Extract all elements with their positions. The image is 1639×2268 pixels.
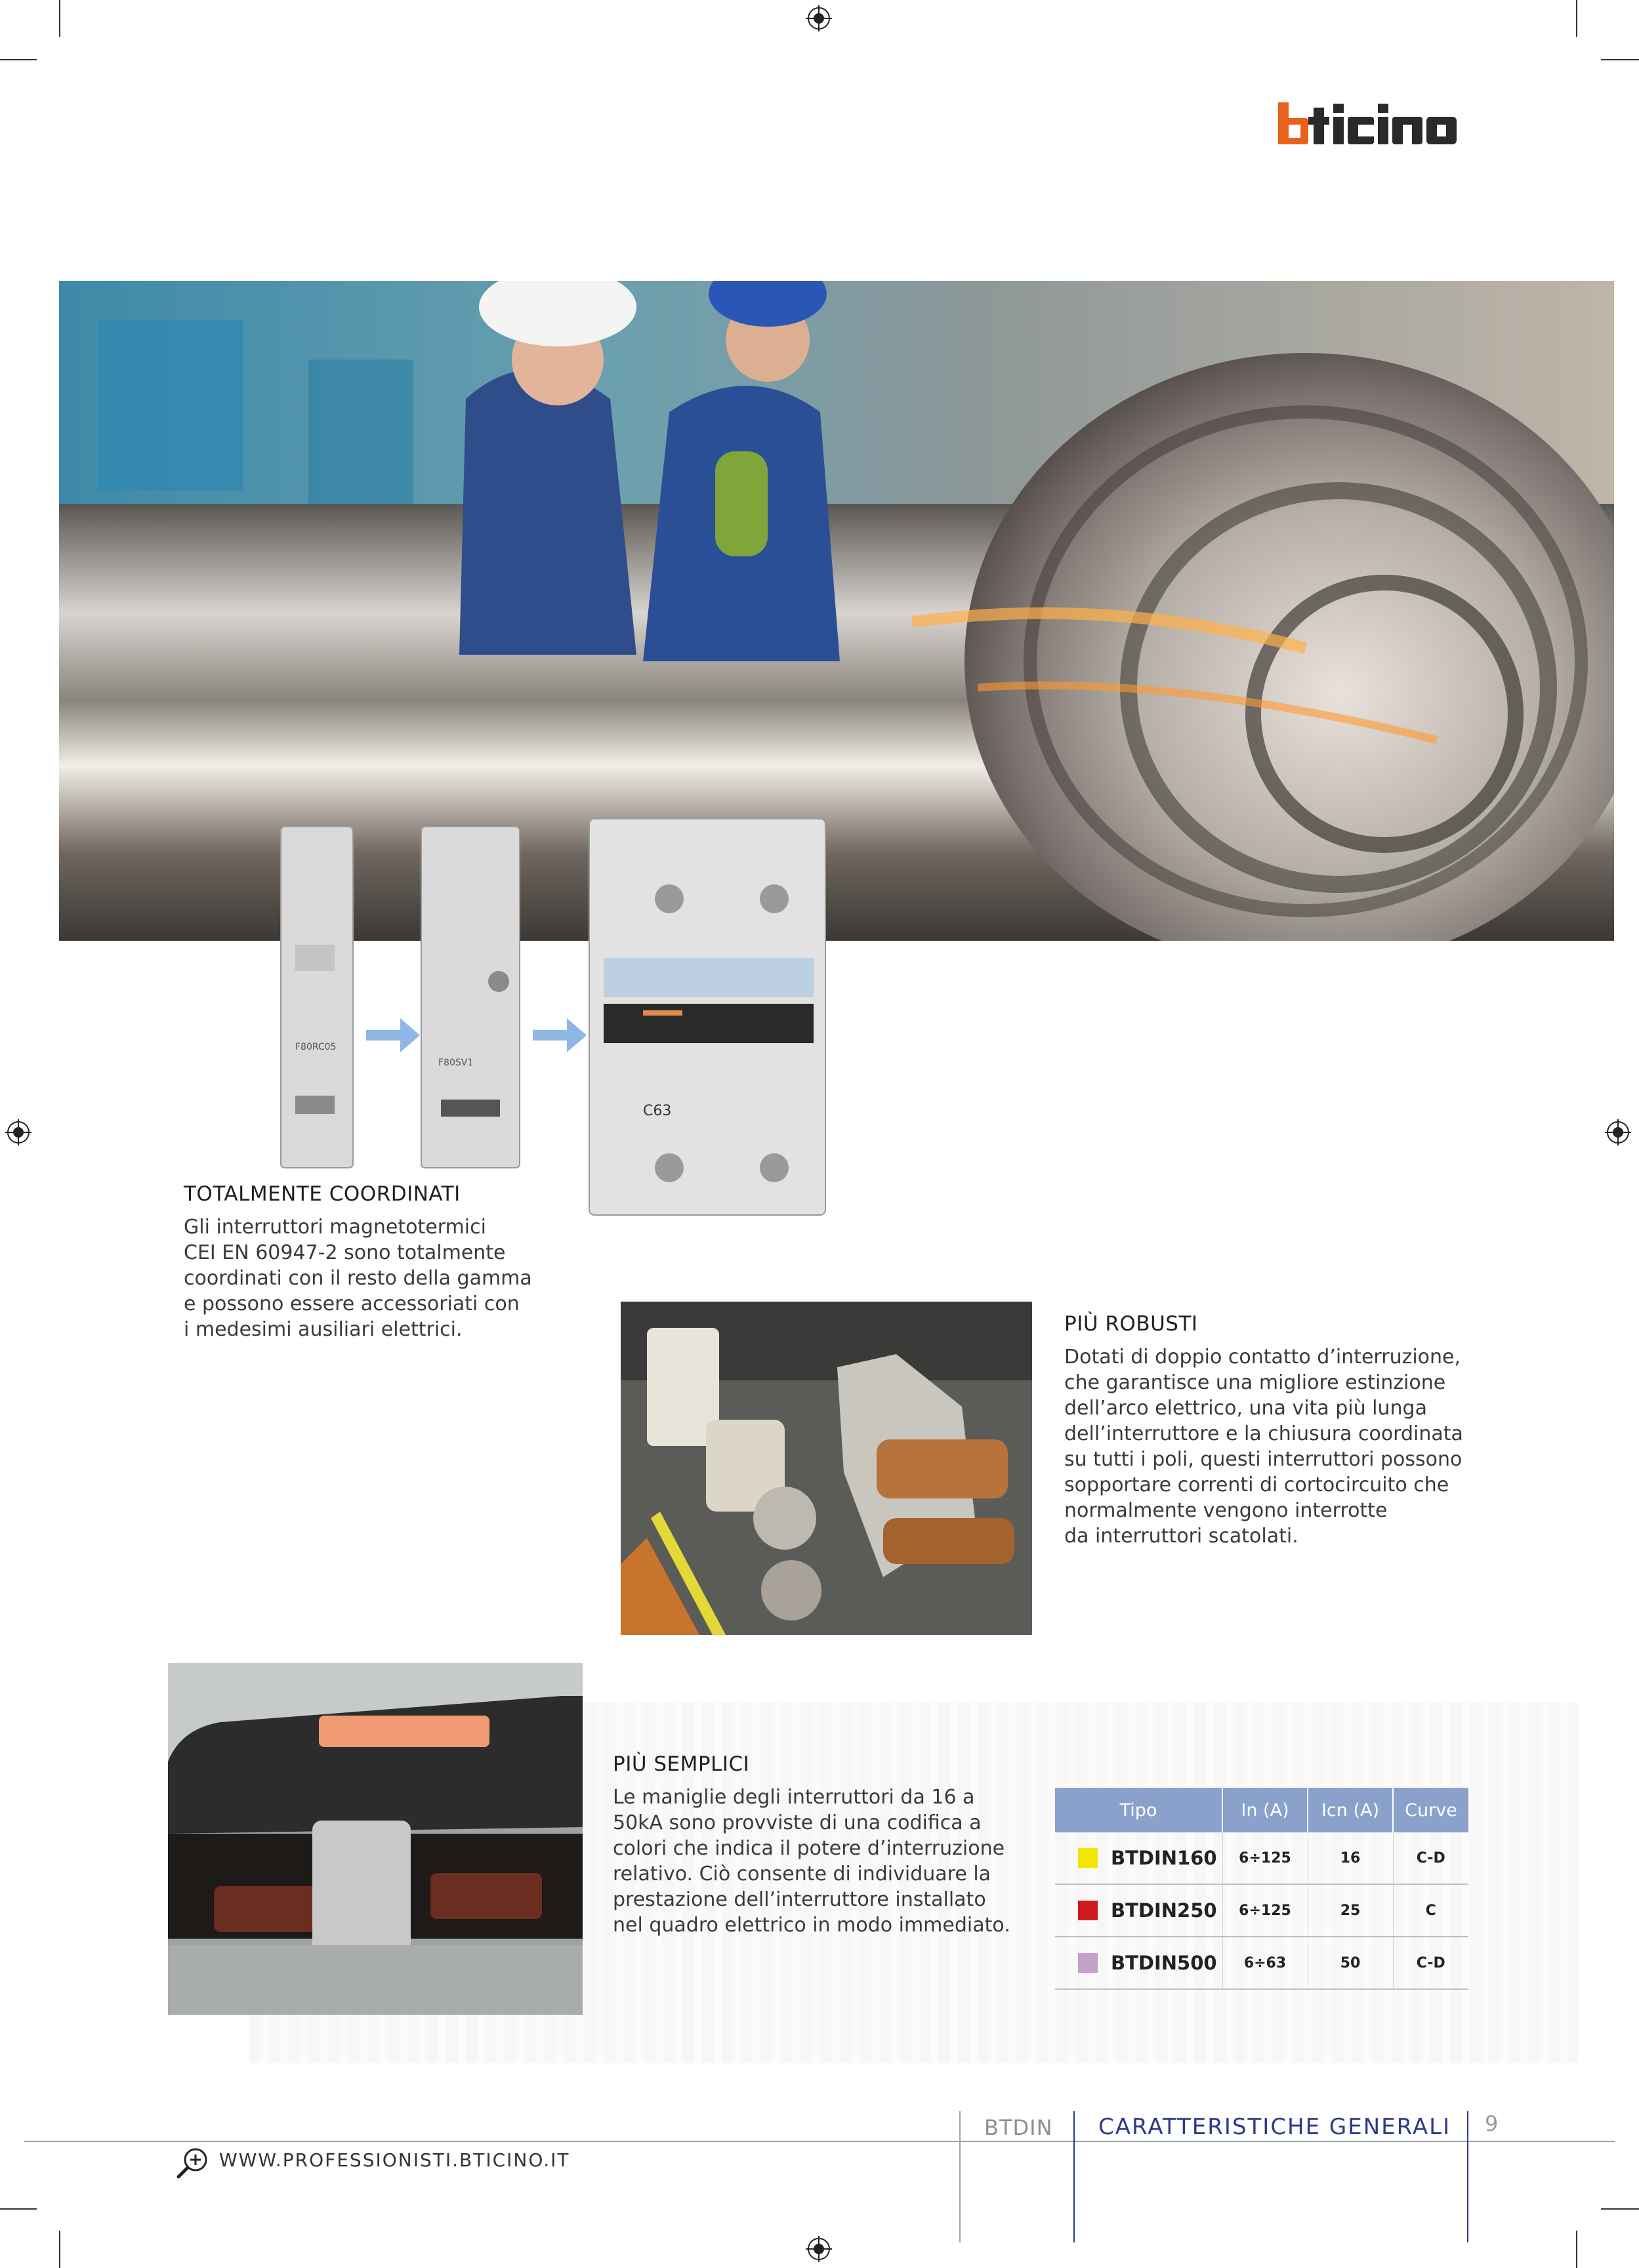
- body-line: e possono essere accessoriati con: [184, 1292, 520, 1315]
- section-title-robusti: PIÙ ROBUSTI: [1064, 1312, 1198, 1336]
- search-icon: [176, 2145, 210, 2179]
- body-line: normalmente vengono interrotte: [1064, 1499, 1388, 1522]
- registration-mark-icon: [806, 5, 832, 31]
- breaker-contacts-photo: [621, 1302, 1032, 1635]
- body-line: 50kA sono provviste di una codifica a: [613, 1811, 982, 1834]
- breaker-spec-table: [1055, 1788, 1468, 1990]
- column-header-curve: Curve: [1393, 1788, 1468, 1832]
- footer-divider: [1073, 2111, 1075, 2242]
- registration-mark-icon: [1605, 1119, 1631, 1145]
- color-swatch-yellow: [1078, 1848, 1098, 1868]
- curve-cell: C: [1393, 1884, 1468, 1937]
- body-line: sopportare correnti di cortocircuito che: [1064, 1474, 1449, 1496]
- table-row: [1055, 1884, 1468, 1937]
- in-cell: 6÷125: [1222, 1884, 1308, 1937]
- crop-mark: [0, 59, 37, 60]
- column-header-in: In (A): [1222, 1788, 1308, 1832]
- curve-cell: C-D: [1393, 1832, 1468, 1884]
- column-header-icn: Icn (A): [1308, 1788, 1393, 1832]
- section-title-coordinati: TOTALMENTE COORDINATI: [184, 1182, 461, 1206]
- breaker-handles-photo: [168, 1663, 583, 2015]
- in-cell: 6÷63: [1222, 1937, 1308, 1989]
- crop-mark: [1576, 2231, 1577, 2268]
- color-swatch-lilac: [1078, 1953, 1098, 1973]
- breaker-and-auxiliaries-photo: [276, 814, 840, 1220]
- crop-mark: [1601, 59, 1639, 60]
- footer-divider: [959, 2111, 961, 2242]
- icn-cell: 50: [1308, 1937, 1393, 1989]
- aux-left-label: F80RC05: [295, 1042, 337, 1052]
- in-cell: 6÷125: [1222, 1832, 1308, 1884]
- section-body-robusti: [1064, 1344, 1463, 1549]
- crop-mark: [59, 2231, 60, 2268]
- body-line: colori che indica il potere d’interruzione: [613, 1837, 1005, 1860]
- body-line: nel quadro elettrico in modo immediato.: [613, 1914, 1010, 1937]
- crop-mark: [1576, 0, 1577, 37]
- footer-divider: [1467, 2111, 1468, 2242]
- body-line: dell’arco elettrico, una vita più lunga: [1064, 1397, 1427, 1420]
- body-line: su tutti i poli, questi interruttori possono: [1064, 1448, 1463, 1471]
- table-header-row: [1055, 1788, 1468, 1832]
- footer-section-title: CARATTERISTICHE GENERALI: [1098, 2114, 1451, 2140]
- section-body-coordinati: [184, 1214, 532, 1342]
- icn-cell: 25: [1308, 1884, 1393, 1937]
- tipo-name: BTDIN500: [1111, 1952, 1217, 1974]
- body-line: CEI EN 60947-2 sono totalmente: [184, 1241, 506, 1264]
- tipo-cell: [1055, 1937, 1222, 1989]
- crop-mark: [1601, 2208, 1639, 2210]
- footer-rule: [24, 2141, 1615, 2142]
- body-line: prestazione dell’interruttore installato: [613, 1888, 986, 1911]
- aux-mid-label: F80SV1: [438, 1058, 474, 1068]
- body-line: Dotati di doppio contatto d’interruzione,: [1064, 1346, 1461, 1369]
- body-line: Le maniglie degli interruttori da 16 a: [613, 1786, 975, 1809]
- table-row: [1055, 1832, 1468, 1884]
- page-number: 9: [1485, 2111, 1499, 2136]
- website-link[interactable]: WWW.PROFESSIONISTI.BTICINO.IT: [219, 2149, 570, 2171]
- curve-cell: C-D: [1393, 1937, 1468, 1989]
- section-title-semplici: PIÙ SEMPLICI: [613, 1752, 750, 1776]
- table-row: [1055, 1937, 1468, 1989]
- bticino-logo: [1278, 98, 1475, 151]
- tipo-name: BTDIN160: [1111, 1847, 1217, 1869]
- registration-mark-icon: [806, 2236, 832, 2262]
- body-line: i medesimi ausiliari elettrici.: [184, 1318, 463, 1341]
- tipo-cell: [1055, 1884, 1222, 1937]
- color-swatch-red: [1078, 1901, 1098, 1920]
- registration-mark-icon: [5, 1119, 31, 1145]
- breaker-label: C63: [643, 1103, 672, 1119]
- tipo-cell: [1055, 1832, 1222, 1884]
- body-line: che garantisce una migliore estinzione: [1064, 1371, 1446, 1394]
- body-line: relativo. Ciò consente di individuare la: [613, 1863, 991, 1886]
- body-line: coordinati con il resto della gamma: [184, 1267, 532, 1290]
- body-line: dell’interruttore e la chiusura coordinata: [1064, 1422, 1463, 1445]
- icn-cell: 16: [1308, 1832, 1393, 1884]
- section-body-semplici: [613, 1784, 1010, 1938]
- column-header-tipo: Tipo: [1055, 1788, 1222, 1832]
- body-line: da interruttori scatolati.: [1064, 1525, 1298, 1548]
- crop-mark: [0, 2208, 37, 2210]
- tipo-name: BTDIN250: [1111, 1899, 1217, 1922]
- body-line: Gli interruttori magnetotermici: [184, 1216, 486, 1239]
- footer-product: BTDIN: [984, 2115, 1053, 2140]
- crop-mark: [59, 0, 60, 37]
